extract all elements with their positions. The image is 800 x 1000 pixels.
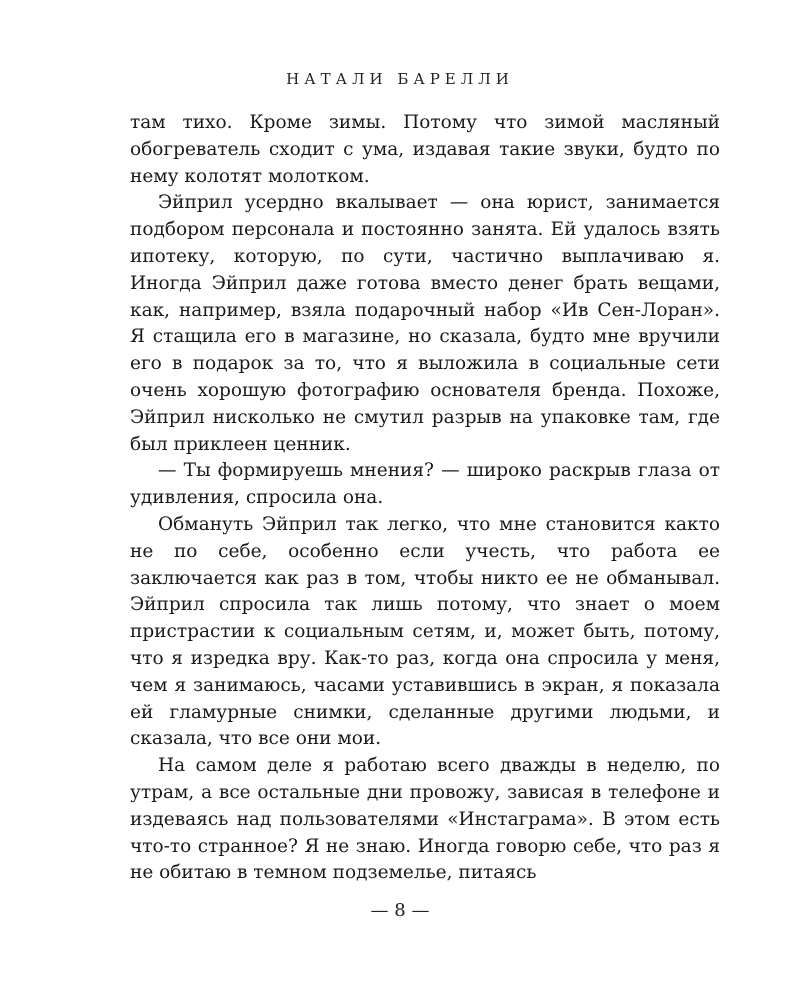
- running-head-author: НАТАЛИ БАРЕЛЛИ: [286, 70, 514, 88]
- paragraph-5: На самом деле я работаю всего дважды в неделю, по утрам, а все остальные дни провожу, зависая в телефоне и издеваясь над пользователями «Инстаграма». В этом есть что-то странное? Я не знаю. Иногда говорю себе, что раз я не обитаю в темном подземелье, питаясь: [130, 755, 720, 884]
- paragraph-4: Обмануть Эйприл так легко, что мне становится както не по себе, особенно если учесть, что работа ее заключается как раз в том, чтобы никто ее не обманывал. Эйприл спросила так лишь потому, что знает о моем пристрастии к социальным сетям, и, может быть, потому, что я изредка вру. Как-то раз, когда она спросила у меня, чем я занимаюсь, часами уставившись в экран, я показала ей гламурные снимки, сделанные другими людьми, и сказала, что все они мои.: [130, 513, 720, 750]
- paragraph-2: Эйприл усердно вкалывает — она юрист, занимается подбором персонала и постоянно занята. Ей удалось взять ипотеку, которую, по сути, частично выплачиваю я. Иногда Эйприл даже готова вместо денег брать вещами, как, например, взяла подарочный набор «Ив Сен-Лоран». Я стащила его в магазине, но сказала, будто мне вручили его в подарок за то, что я выложила в социальные сети очень хорошую фотографию основателя бренда. Похоже, Эйприл нисколько не смутил разрыв на упаковке там, где был приклеен ценник.: [130, 192, 720, 455]
- paragraph-1: там тихо. Кроме зимы. Потому что зимой масляный обогреватель сходит с ума, издавая такие звуки, будто по нему колотят молотком.: [130, 112, 720, 187]
- page-number: — 8 —: [370, 900, 430, 921]
- body-text: [130, 110, 720, 887]
- paragraph-3: — Ты формируешь мнения? — широко раскрыв глаза от удивления, спросила она.: [130, 460, 720, 509]
